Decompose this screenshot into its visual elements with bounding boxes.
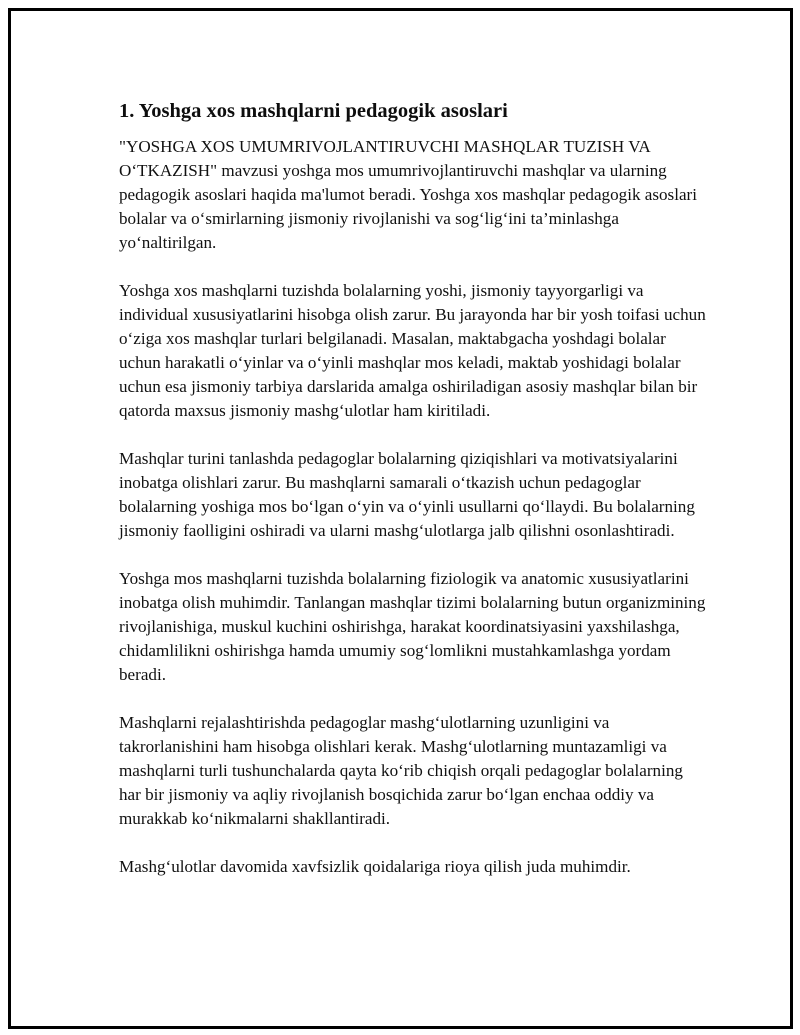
paragraph-planning: Mashqlarni rejalashtirishda pedagoglar mashg‘ulotlarning uzunligini va takrorlanishini ham hisobga olishlari kerak. Mashg‘ulotlarning muntazamligi va mashqlarni turli tushunchalarda qayta ko‘rib chiqish orqali pedagoglar bolalarning har bir jismoniy va aqliy rivojlanish bosqichida zarur bo‘lgan enchaa oddiy va murakkab ko‘nikmalarni shakllantiradi.: [119, 713, 683, 828]
paragraph-age-factors: Yoshga xos mashqlarni tuzishda bolalarning yoshi, jismoniy tayyorgarligi va individual xususiyatlarini hisobga olish zarur. Bu jarayonda har bir yosh toifasi uchun o‘ziga xos mashqlar turlari belgilanadi. Masalan, maktabgacha yoshdagi bolalar uchun harakatli o‘yinlar va o‘yinli mashqlar mos keladi, maktab yoshidagi bolalar uchun esa jismoniy tarbiya darslarida amalga oshiriladigan asosiy mashqlar bilan bir qatorda maxsus jismoniy mashg‘ulotlar ham kiritiladi.: [119, 281, 706, 420]
paragraph-safety: Mashg‘ulotlar davomida xavfsizlik qoidalariga rioya qilish juda muhimdir.: [119, 857, 631, 876]
paragraph-intro: "YOSHGA XOS UMUMRIVOJLANTIRUVCHI MASHQLAR TUZISH VA O‘TKAZISH" mavzusi yoshga mos umumrivojlantiruvchi mashqlar va ularning pedagogik asoslari haqida ma'lumot beradi. Yoshga xos mashqlar pedagogik asoslari bolalar va o‘smirlarning jismoniy rivojlanishi va sog‘lig‘ini ta’minlashga yo‘naltirilgan.: [119, 137, 697, 252]
paragraph-physiology: Yoshga mos mashqlarni tuzishda bolalarning fiziologik va anatomic xususiyatlarini inobatga olish muhimdir. Tanlangan mashqlar tizimi bolalarning butun organizmining rivojlanishiga, muskul kuchini oshirishga, harakat koordinatsiyasini yaxshilashga, chidamlilikni oshirishga hamda umumiy sog‘lomlikni mustahkamlashga yordam beradi.: [119, 569, 706, 684]
paragraph-motivation: Mashqlar turini tanlashda pedagoglar bolalarning qiziqishlari va motivatsiyalarini inobatga olishlari zarur. Bu mashqlarni samarali o‘tkazish uchun pedagoglar bolalarning yoshiga mos bo‘lgan o‘yin va o‘yinli usullarni qo‘llaydi. Bu bolalarning jismoniy faolligini oshiradi va ularni mashg‘ulotlarga jalb qilishni osonlashtiradi.: [119, 449, 695, 540]
section-heading: 1. Yoshga xos mashqlarni pedagogik asoslari: [119, 100, 508, 122]
document-body: [119, 98, 709, 879]
page-frame: [8, 8, 793, 1029]
